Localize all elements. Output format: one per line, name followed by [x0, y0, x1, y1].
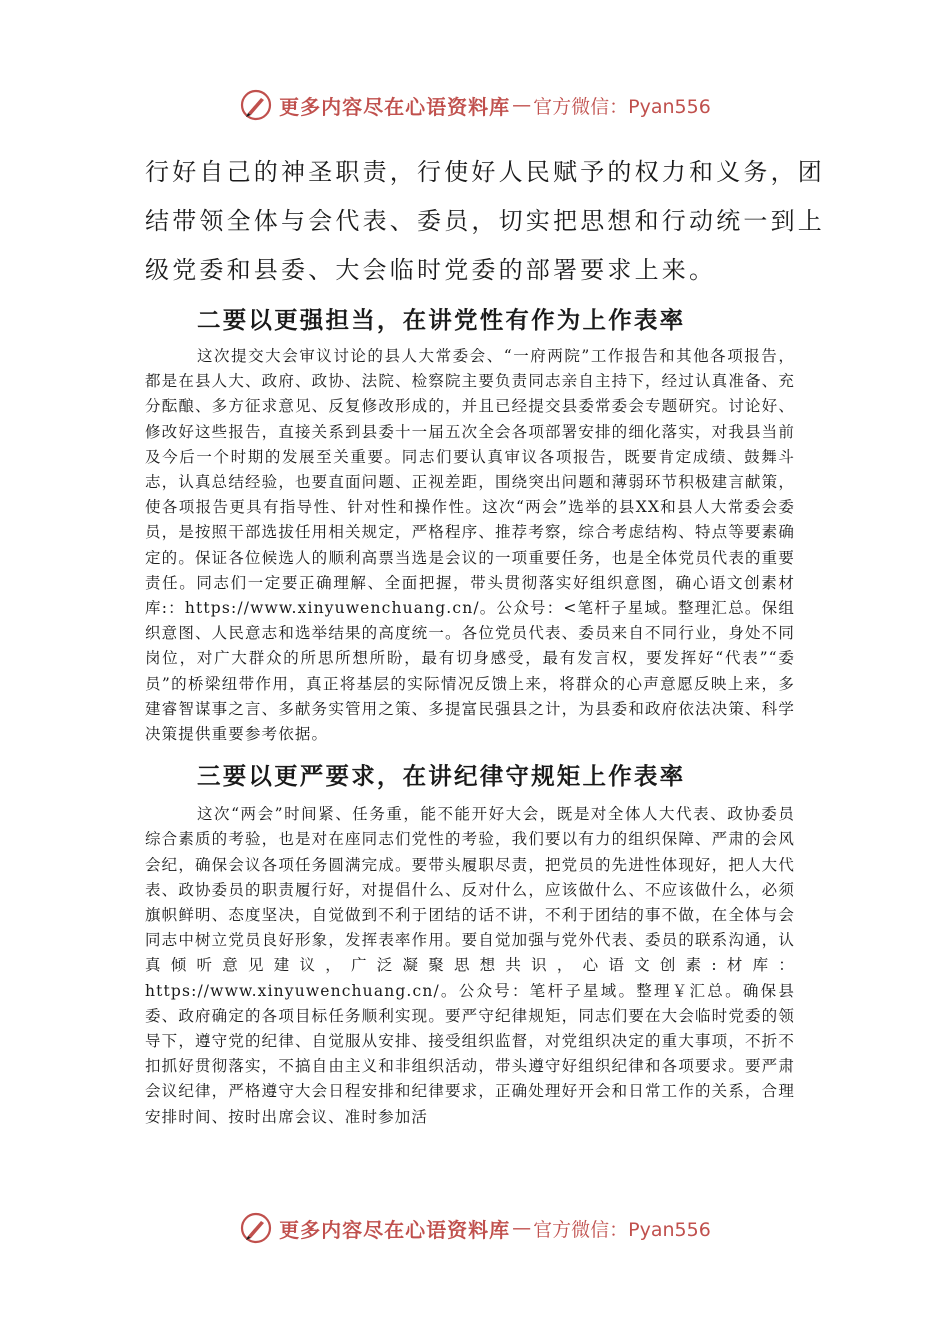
intro-line-1: 行好自己的神圣职责，行使好人民赋予的权力和义务，团 — [145, 158, 825, 186]
wechat-contact: 官方微信：Pyan556 — [533, 95, 711, 118]
section-2-paragraph: 这次提交大会审议讨论的县人大常委会、“一府两院”工作报告和其他各项报告，都是在县人大、政府、政协、法院、检察院主要负责同志亲自主持下，经过认真准备、充分酝酿、多方征求意见、反复修改形成的，并且已经提交县委常委会专题研究。讨论好、修改好这些报告，直接关系到县委十一届五次全会各项部署安排的细化落实，对我县当前及今后一个时期的发展至关重要。同志们要认真审议各项报告，既要肯定成绩、鼓舞斗志，认真总结经验，也要直面问题、正视差距，围绕突出问题和薄弱环节积极建言献策，使各项报告更具有指导性、针对性和操作性。这次“两会”选举的县XX和县人大常委会委员，是按照干部选拔任用相关规定，严格程序、推荐考察，综合考虑结构、特点等要素确定的。保证各位候选人的顺利高票当选是会议的一项重要任务，也是全体党员代表的重要责任。同志们一定要正确理解、全面把握，带头贯彻落实好组织意图，确心语文创素材库:：https://www.xinyuwenchuang.cn/。公众号：<笔杆子星域。整理汇总。保组织意图、人民意志和选举结果的高度统一。各位党员代表、委员来自不同行业，身处不同岗位，对广大群众的所思所想所盼，最有切身感受，最有发言权，要发挥好“代表”“委员”的桥梁纽带作用，真正将基层的实际情况反馈上来，将群众的心声意愿反映上来，多建睿智谋事之言、多献务实管用之策、多提富民强县之计，为县委和政府依法决策、科学决策提供重要参考依据。 — [145, 347, 795, 744]
banner-dash: — — [512, 1217, 532, 1239]
intro-line-2: 结带领全体与会代表、委员，切实把思想和行动统一到上 — [145, 207, 825, 235]
section-3-paragraph: 这次“两会”时间紧、任务重，能不能开好大会，既是对全体人大代表、政协委员综合素质的考验，也是对在座同志们党性的考验，我们要以有力的组织保障、严肃的会风会纪，确保会议各项任务圆满完成。要带头履职尽责，把党员的先进性体现好，把人大代表、政协委员的职责履行好，对提倡什么、反对什么，应该做什么、不应该做什么，必须旗帜鲜明、态度坚决，自觉做到不利于团结的话不讲，不利于团结的事不做，在全体与会同志中树立党员良好形象，发挥表率作用。要自觉加强与党外代表、委员的联系沟通，认真倾听意见建议，广泛凝聚思想共识，心语文创素:材库：https://www.xinyuwenchuang.cn/。公众号：笔杆子星域。整理￥汇总。确保县委、政府确定的各项目标任务顺利实现。要严守纪律规矩，同志们要在大会临时党委的领导下，遵守党的纪律、自觉服从安排、接受组织监督，对党组织决定的重大事项，不折不扣抓好贯彻落实，不搞自由主义和非组织活动，带头遵守好组织纪律和各项要求。要严肃会议纪律，严格遵守大会日程安排和纪律要求，正确处理好开会和日常工作的关系，合理安排时间、按时出席会议、准时参加活 — [145, 805, 795, 1126]
banner-dash: — — [512, 94, 532, 116]
pen-logo-icon — [239, 88, 273, 122]
pen-logo-icon — [239, 1211, 273, 1245]
document-body — [145, 148, 825, 1130]
footer-watermark-banner — [0, 1208, 950, 1248]
brand-text: 更多内容尽在心语资料库 — [279, 94, 511, 119]
brand-text: 更多内容尽在心语资料库 — [279, 1217, 511, 1242]
section-3-heading: 三要以更严要求，在讲纪律守规矩上作表率 — [197, 762, 686, 791]
intro-line-3: 级党委和县委、大会临时党委的部署要求上来。 — [145, 256, 717, 284]
header-watermark-banner — [0, 85, 950, 125]
section-2-heading: 二要以更强担当，在讲党性有作为上作表率 — [197, 306, 686, 334]
wechat-contact: 官方微信：Pyan556 — [533, 1218, 711, 1241]
